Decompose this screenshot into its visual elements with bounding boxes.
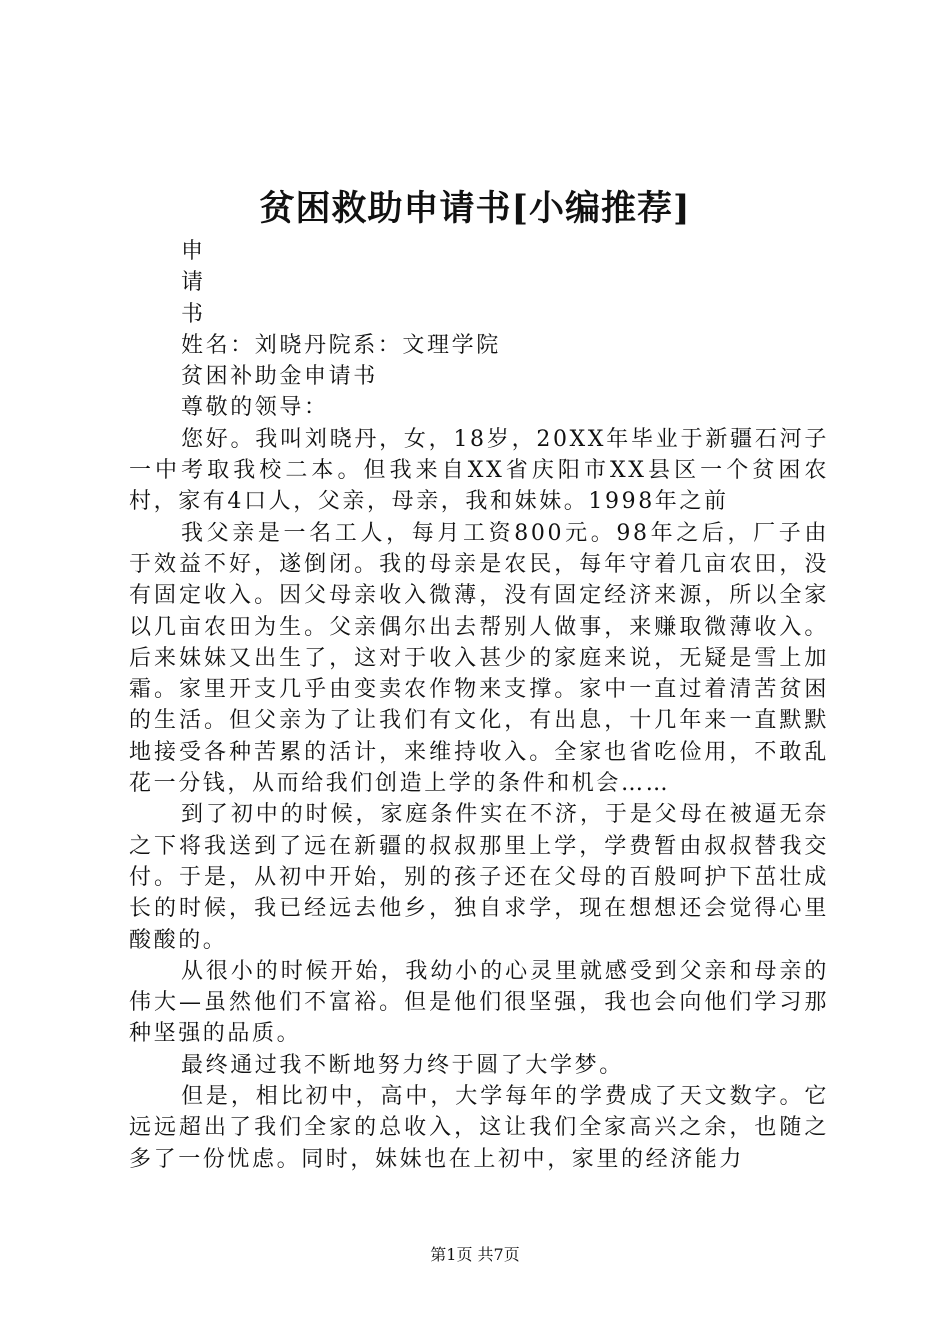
salutation: 尊敬的领导： [181,395,329,421]
page-number-footer: 第1页 共7页 [430,1245,520,1264]
heading-char-1: 申 [181,239,206,264]
subtitle: 贫困补助金申请书 [181,364,378,390]
heading-char-2: 请 [181,270,206,296]
paragraph-5: 最终通过我不断地努力终于圆了大学梦。 [181,1052,624,1078]
paragraph-2: 我父亲是一名工人，每月工资800元。98年之后，厂子由于效益不好，遂倒闭。我的母亲是农民，每年守着几亩农田，没有固定收入。因父母亲收入微薄，没有固定经济来源，所以全家以几亩农田为生。父亲偶尔出去帮别人做事，来赚取微薄收入。后来妹妹又出生了，这对于收入甚少的家庭来说，无疑是雪上加霜。家里开支几乎由变卖农作物来支撑。家中一直过着清苦贫困的生活。但父亲为了让我们有文化，有出息，十几年来一直默默地接受各种苦累的活计，来维持收入。全家也省吃俭用，不敢乱花一分钱，从而给我们创造上学的条件和机会…… [129,520,829,797]
paragraph-4: 从很小的时候开始，我幼小的心灵里就感受到父亲和母亲的伟大—虽然他们不富裕。但是他们很坚强，我也会向他们学习那种坚强的品质。 [129,958,829,1047]
document-title: 贫困救助申请书[小编推荐] [259,188,691,229]
paragraph-1: 您好。我叫刘晓丹，女，18岁，20XX年毕业于新疆石河子一中考取我校二本。但我来自XX省庆阳市XX县区一个贫困农村，家有4口人，父亲，母亲，我和妹妹。1998年之前 [129,426,829,515]
paragraph-3: 到了初中的时候，家庭条件实在不济，于是父母在被逼无奈之下将我送到了远在新疆的叔叔那里上学，学费暂由叔叔替我交付。于是，从初中开始，别的孩子还在父母的百般呵护下茁壮成长的时候，我已经远去他乡，独自求学，现在想想还会觉得心里酸酸的。 [129,802,829,953]
document-body [129,236,829,1175]
heading-char-3: 书 [181,301,206,327]
paragraph-6: 但是，相比初中，高中，大学每年的学费成了天文数字。它远远超出了我们全家的总收入，这让我们全家高兴之余，也随之多了一份忧虑。同时，妹妹也在上初中，家里的经济能力 [129,1084,829,1172]
name-line: 姓名：刘晓丹院系：文理学院 [181,332,501,358]
